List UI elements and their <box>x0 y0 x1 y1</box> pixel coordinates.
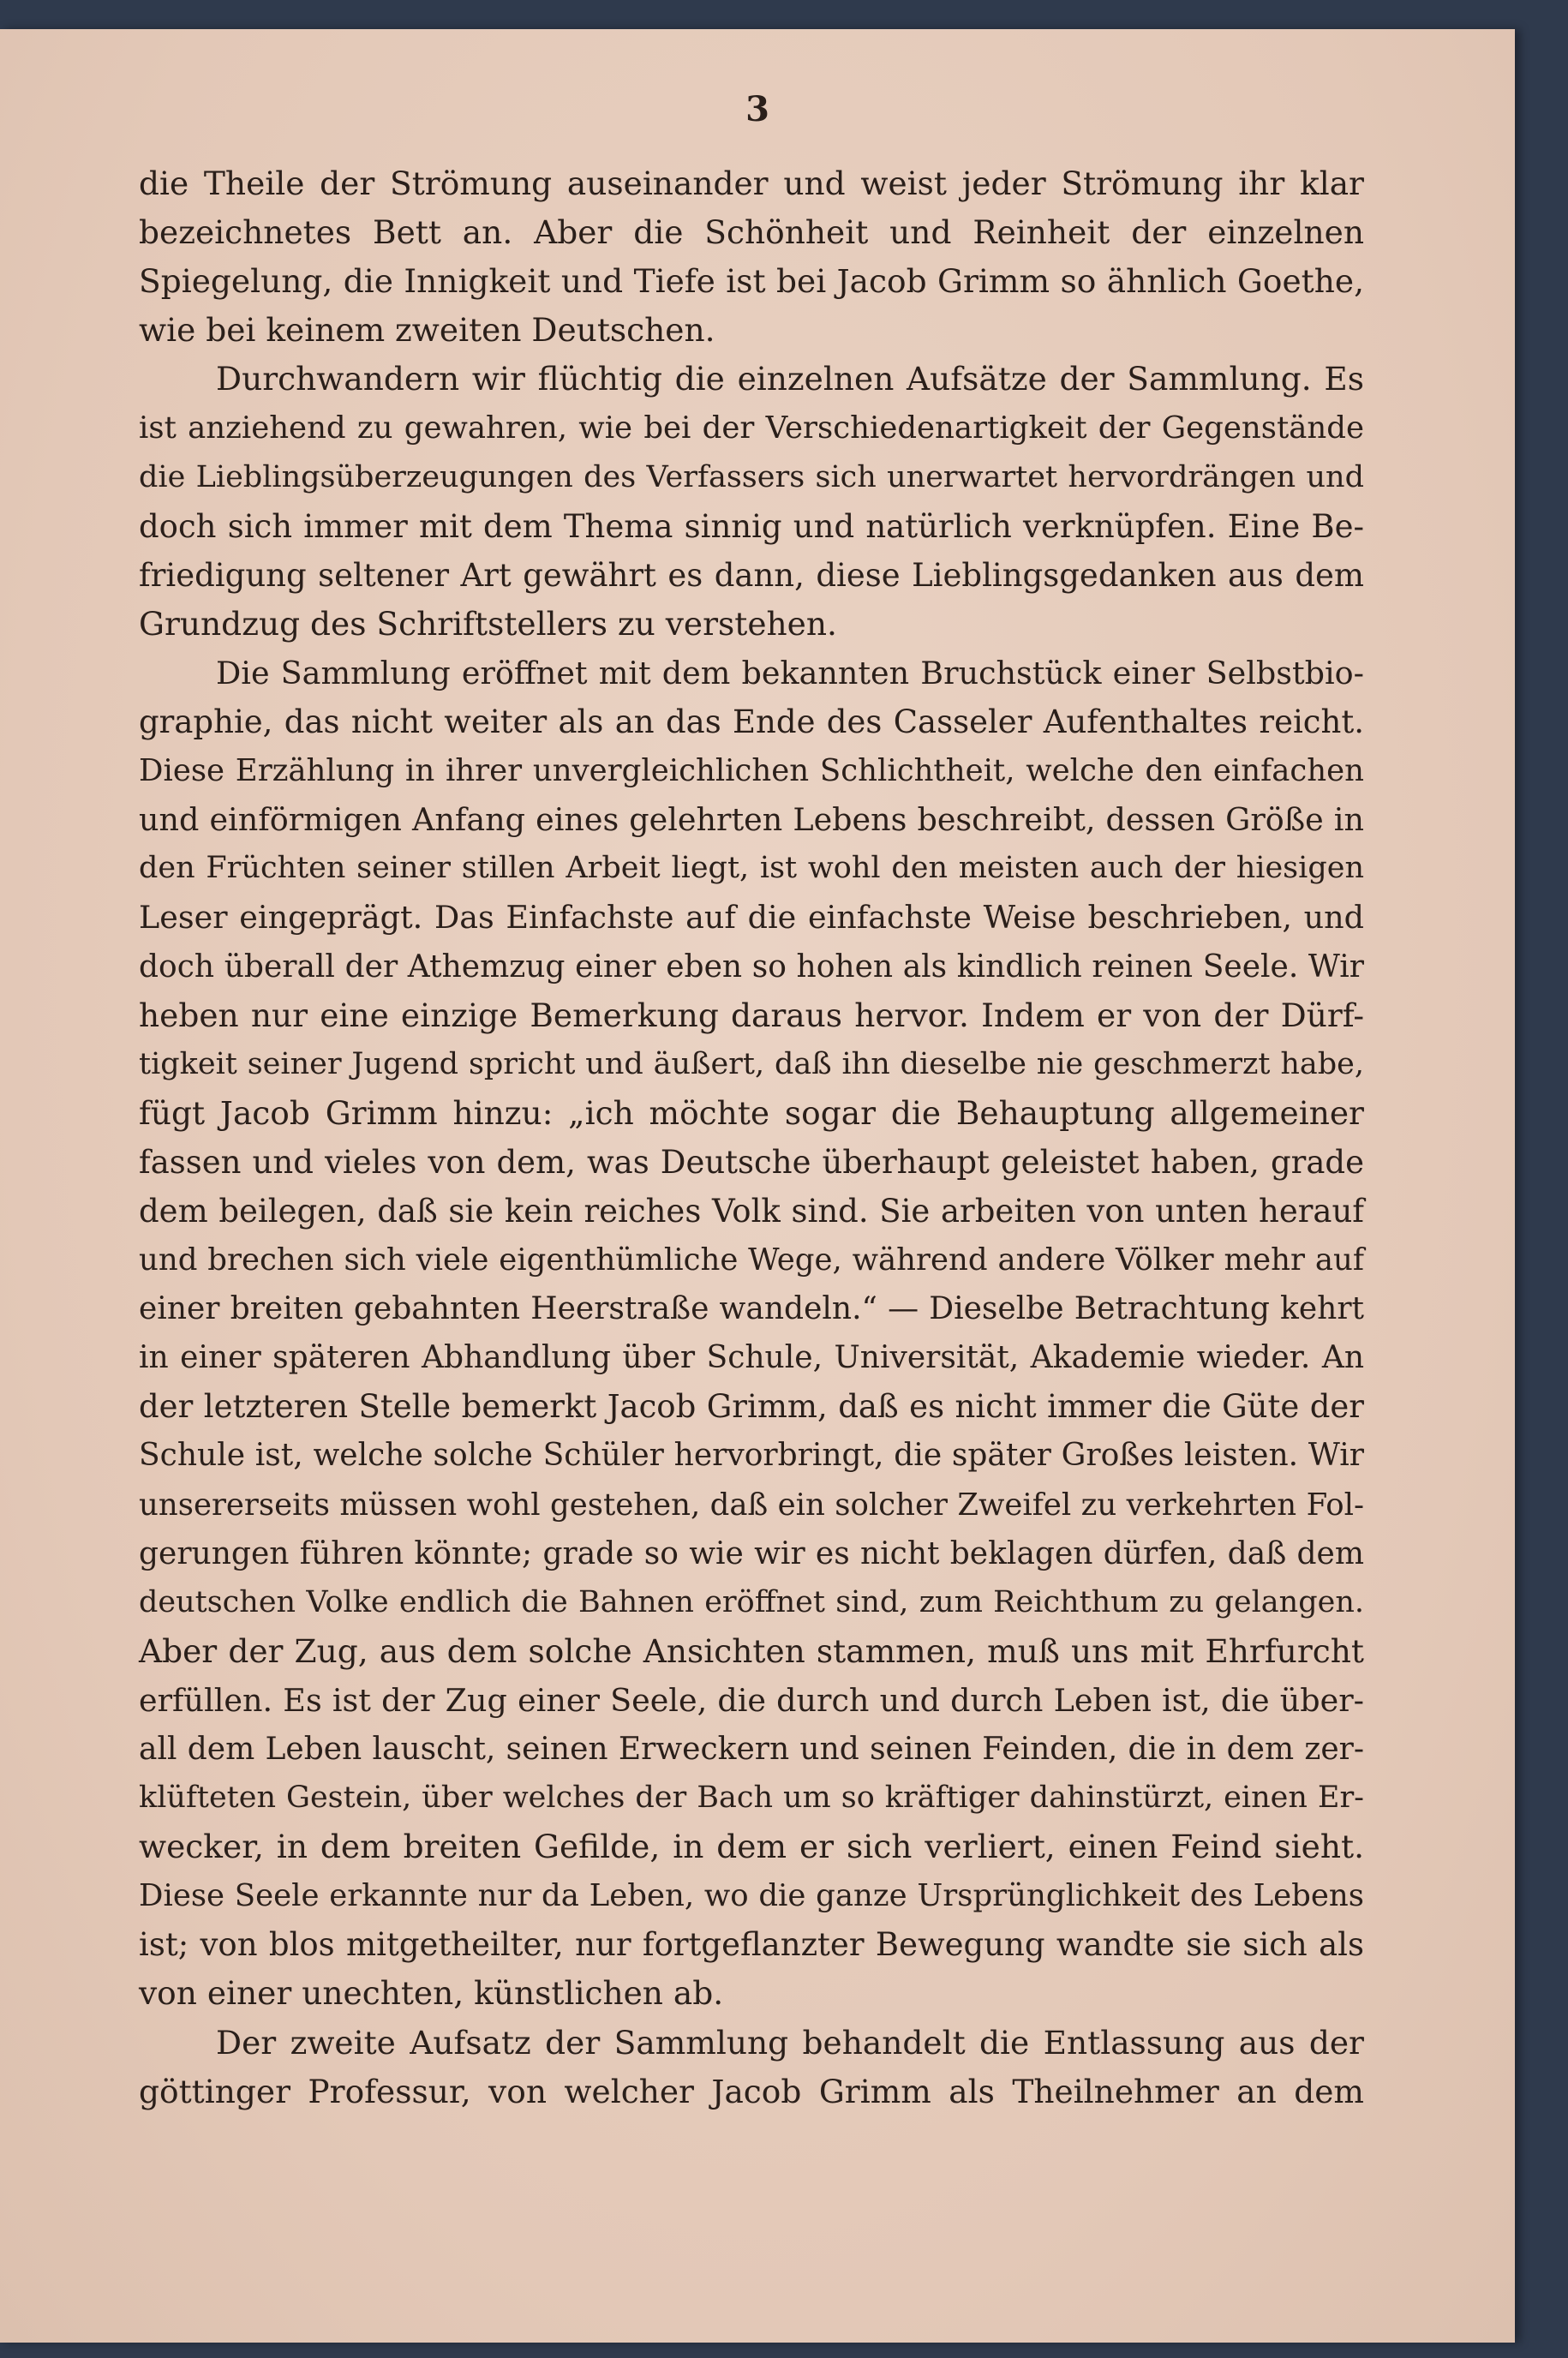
text-line: fügt Jacob Grimm hinzu: „ich möchte sogar die Behauptung allgemeiner <box>139 1093 1364 1132</box>
text-line: göttinger Professur, von welcher Jacob Grimm als Theilnehmer an dem <box>139 2072 1364 2110</box>
text-line: Aber der Zug, aus dem solche Ansichten stammen, muß uns mit Ehrfurcht <box>139 1631 1364 1670</box>
text-line: Spiegelung, die Innigkeit und Tiefe ist bei Jacob Grimm so ähnlich Goethe, <box>139 262 1364 301</box>
text-line: Grundzug des Schriftstellers zu verstehen. <box>139 604 837 643</box>
text-line: friedigung seltener Art gewährt es dann, diese Lieblingsgedanken aus dem <box>139 556 1364 594</box>
text-line: ist anziehend zu gewahren, wie bei der Verschiedenartigkeit der Gegenstände <box>139 410 1364 446</box>
text-line: wie bei keinem zweiten Deutschen. <box>139 311 715 350</box>
book-page <box>0 29 1515 2343</box>
text-line: tigkeit seiner Jugend spricht und äußert, daß ihn dieselbe nie geschmerzt habe, <box>139 1046 1364 1081</box>
text-line: erfüllen. Es ist der Zug einer Seele, die durch und durch Leben ist, die über- <box>139 1681 1364 1719</box>
text-line: Die Sammlung eröffnet mit dem bekannten Bruchstück einer Selbstbio- <box>216 654 1364 691</box>
text-line: wecker, in dem breiten Gefilde, in dem er sich verliert, einen Feind sieht. <box>139 1828 1364 1866</box>
text-line: ist; von blos mitgetheilter, nur fortgeflanzter Bewegung wandte sie sich als <box>139 1926 1364 1964</box>
text-line: in einer späteren Abhandlung über Schule, Universität, Akademie wieder. An <box>139 1340 1364 1376</box>
text-line: Diese Erzählung in ihrer unvergleichlichen Schlichtheit, welche den einfachen <box>139 753 1364 789</box>
text-line: Schule ist, welche solche Schüler hervorbringt, die später Großes leisten. Wir <box>139 1438 1364 1474</box>
text-line: Durchwandern wir flüchtig die einzelnen Aufsätze der Sammlung. Es <box>216 360 1364 398</box>
text-line: einer breiten gebahnten Heerstraße wandeln.“ — Dieselbe Betrachtung kehrt <box>139 1291 1364 1327</box>
text-line: der letzteren Stelle bemerkt Jacob Grimm, daß es nicht immer die Güte der <box>139 1388 1364 1426</box>
text-line: heben nur eine einzige Bemerkung daraus hervor. Indem er von der Dürf- <box>139 996 1364 1034</box>
text-line: von einer unechten, künstlichen ab. <box>139 1974 724 2013</box>
text-line: und brechen sich viele eigenthümliche Wege, während andere Völker mehr auf <box>139 1242 1364 1278</box>
text-line: all dem Leben lauscht, seinen Erweckern und seinen Feinden, die in dem zer- <box>139 1732 1364 1767</box>
body-text <box>139 159 1364 2116</box>
text-line: und einförmigen Anfang eines gelehrten Lebens beschreibt, dessen Größe in <box>139 801 1364 839</box>
text-line: den Früchten seiner stillen Arbeit liegt, ist wohl den meisten auch der hiesigen <box>139 851 1364 886</box>
text-line: graphie, das nicht weiter als an das Ende des Casseler Aufenthaltes reicht. <box>139 703 1364 741</box>
text-line: gerungen führen könnte; grade so wie wir es nicht beklagen dürfen, daß dem <box>139 1535 1364 1571</box>
text-line: Leser eingeprägt. Das Einfachste auf die einfachste Weise beschrieben, und <box>139 899 1364 937</box>
text-line: Der zweite Aufsatz der Sammlung behandelt die Entlassung aus der <box>216 2023 1364 2062</box>
text-line: unsererseits müssen wohl gestehen, daß ein solcher Zweifel zu verkehrten Fol- <box>139 1487 1364 1523</box>
text-line: die Lieblingsüberzeugungen des Verfassers sich unerwartet hervordrängen und <box>139 459 1364 494</box>
text-line: deutschen Volke endlich die Bahnen eröffnet sind, zum Reichthum zu gelangen. <box>139 1584 1364 1619</box>
text-line: klüfteten Gestein, über welches der Bach um so kräftiger dahinstürzt, einen Er- <box>139 1780 1364 1816</box>
text-line: fassen und vieles von dem, was Deutsche überhaupt geleistet haben, grade <box>139 1143 1364 1181</box>
text-line: Diese Seele erkannte nur da Leben, wo die ganze Ursprünglichkeit des Lebens <box>139 1878 1364 1914</box>
text-line: doch überall der Athemzug einer eben so hohen als kindlich reinen Seele. Wir <box>139 949 1364 984</box>
text-line: dem beilegen, daß sie kein reiches Volk sind. Sie arbeiten von unten herauf <box>139 1192 1364 1230</box>
text-line: doch sich immer mit dem Thema sinnig und natürlich verknüpfen. Eine Be- <box>139 507 1364 545</box>
text-line: die Theile der Strömung auseinander und weist jeder Strömung ihr klar <box>139 165 1364 202</box>
text-line: bezeichnetes Bett an. Aber die Schönheit und Reinheit der einzelnen <box>139 213 1364 252</box>
page-number: 3 <box>745 89 769 129</box>
